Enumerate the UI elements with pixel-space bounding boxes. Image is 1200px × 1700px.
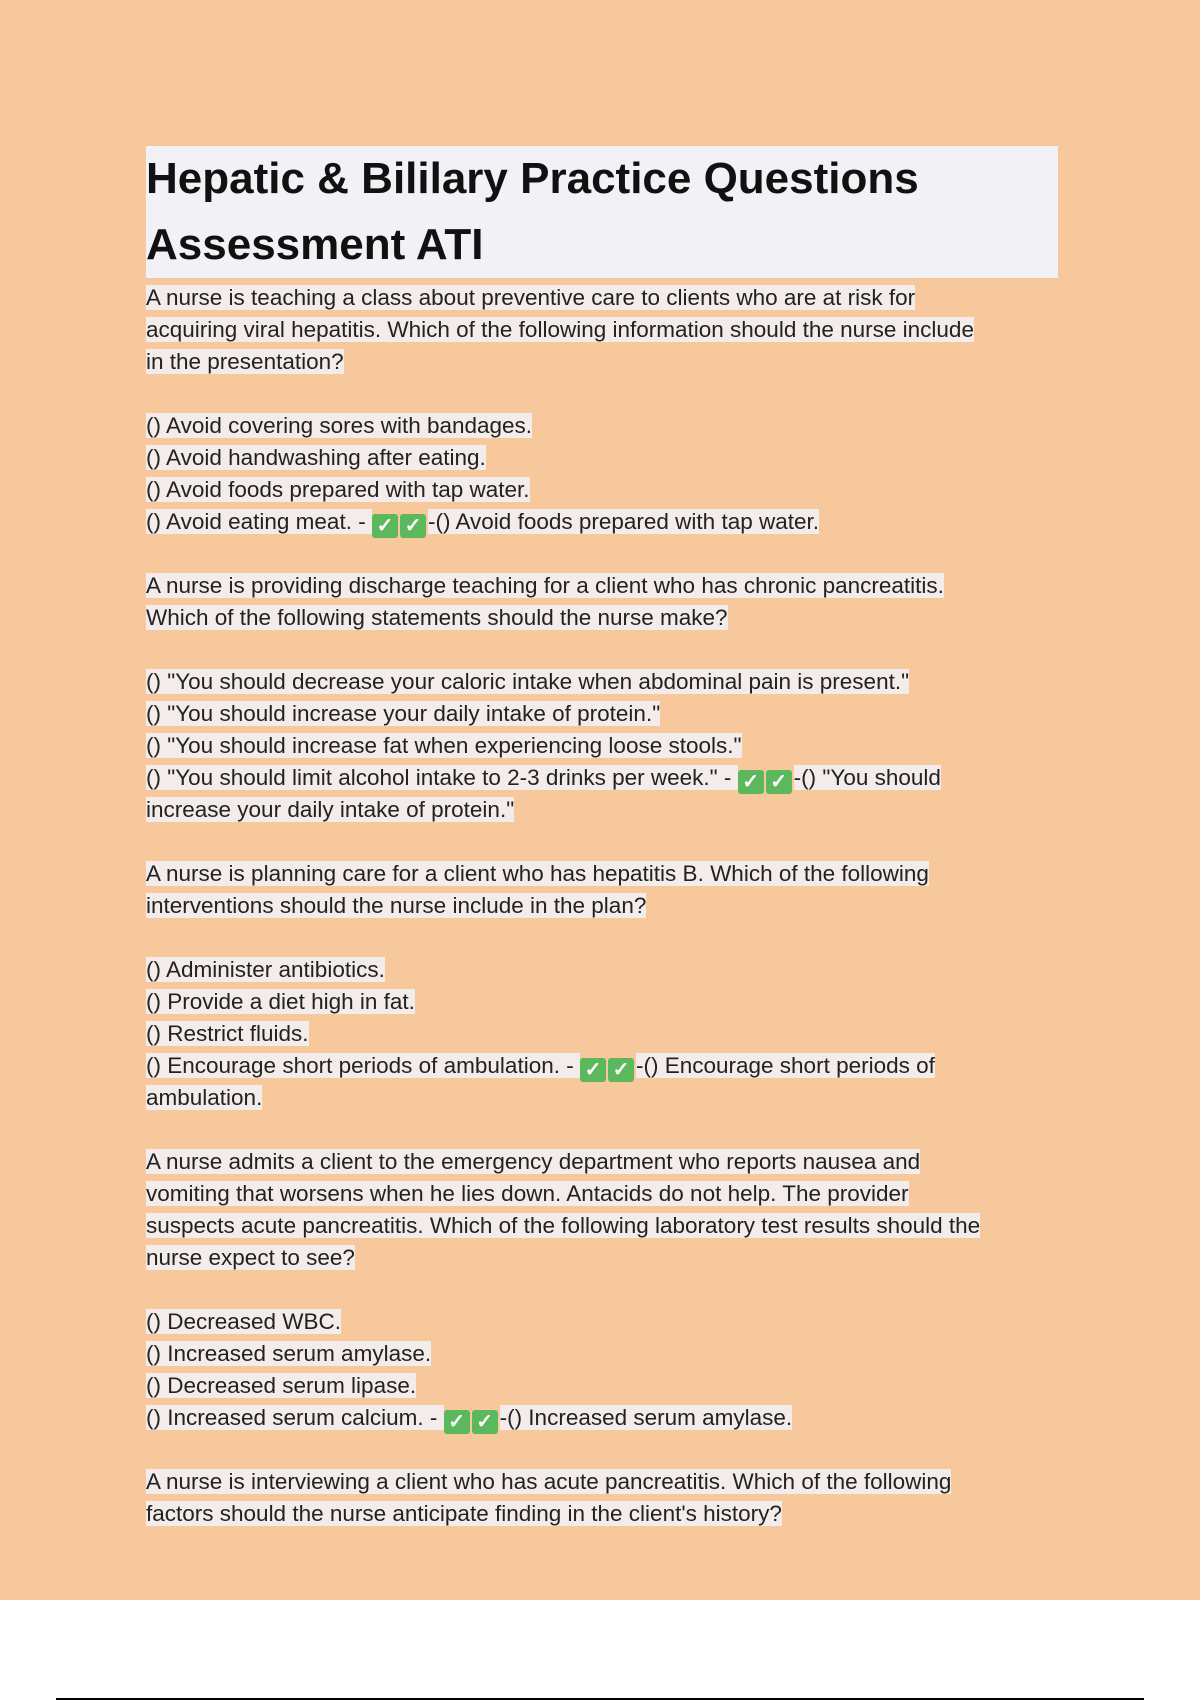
question-text-line: vomiting that worsens when he lies down. Antacids do not help. The provider (146, 1181, 909, 1206)
question-text-line: A nurse is teaching a class about preventive care to clients who are at risk for (146, 285, 916, 310)
answer-line (146, 1050, 1058, 1082)
answer-line (146, 506, 1058, 538)
answer-prefix: () Avoid eating meat. - (146, 509, 372, 534)
check-mark-icon: ✓ (580, 1058, 606, 1082)
check-mark-icon: ✓ (444, 1410, 470, 1434)
question-4-options (146, 1306, 1058, 1434)
question-text-line: factors should the nurse anticipate finding in the client's history? (146, 1501, 782, 1526)
question-text-line: A nurse admits a client to the emergency department who reports nausea and (146, 1149, 921, 1174)
document-title (146, 146, 1058, 278)
option-text: () Avoid handwashing after eating. (146, 445, 486, 470)
check-mark-icon: ✓ (372, 514, 398, 538)
document-content (146, 146, 1058, 1562)
question-2-stem (146, 570, 1058, 634)
question-2-options (146, 666, 1058, 826)
question-text-line: interventions should the nurse include in the plan? (146, 893, 647, 918)
check-mark-icon: ✓ (608, 1058, 634, 1082)
option-text: () "You should increase your daily intake of protein." (146, 701, 661, 726)
option-text: () Decreased serum lipase. (146, 1373, 417, 1398)
question-3-options (146, 954, 1058, 1114)
answer-continuation: increase your daily intake of protein." (146, 797, 515, 822)
question-1-options (146, 410, 1058, 538)
question-text-line: acquiring viral hepatitis. Which of the following information should the nurse include (146, 317, 974, 342)
option-text: () Increased serum amylase. (146, 1341, 432, 1366)
question-text-line: A nurse is interviewing a client who has acute pancreatitis. Which of the following (146, 1469, 952, 1494)
question-text-line: suspects acute pancreatitis. Which of the following laboratory test results should the (146, 1213, 981, 1238)
answer-text: -() Avoid foods prepared with tap water. (427, 509, 820, 534)
check-mark-icon: ✓ (400, 514, 426, 538)
answer-text: -() Increased serum amylase. (499, 1405, 793, 1430)
question-4-stem (146, 1146, 1058, 1274)
answer-text: -() Encourage short periods of (635, 1053, 935, 1078)
option-text: () "You should increase fat when experiencing loose stools." (146, 733, 742, 758)
question-text-line: A nurse is planning care for a client who has hepatitis B. Which of the following (146, 861, 929, 886)
title-line-1: Hepatic & Bililary Practice Questions (146, 154, 919, 203)
answer-continuation: ambulation. (146, 1085, 263, 1110)
question-text-line: Which of the following statements should the nurse make? (146, 605, 728, 630)
option-text: () Decreased WBC. (146, 1309, 342, 1334)
check-mark-icon: ✓ (766, 770, 792, 794)
check-mark-icon: ✓ (738, 770, 764, 794)
option-text: () Restrict fluids. (146, 1021, 309, 1046)
answer-prefix: () Increased serum calcium. - (146, 1405, 444, 1430)
title-line-2: Assessment ATI (146, 220, 484, 269)
answer-line (146, 1402, 1058, 1434)
answer-prefix: () Encourage short periods of ambulation. - (146, 1053, 580, 1078)
option-text: () Avoid covering sores with bandages. (146, 413, 533, 438)
option-text: () "You should decrease your caloric intake when abdominal pain is present." (146, 669, 910, 694)
check-mark-icon: ✓ (472, 1410, 498, 1434)
question-1-stem (146, 282, 1058, 378)
option-text: () Administer antibiotics. (146, 957, 385, 982)
option-text: () Provide a diet high in fat. (146, 989, 415, 1014)
question-text-line: nurse expect to see? (146, 1245, 355, 1270)
question-text-line: in the presentation? (146, 349, 344, 374)
answer-prefix: () "You should limit alcohol intake to 2-3 drinks per week." - (146, 765, 738, 790)
answer-line (146, 762, 1058, 794)
answer-text: -() "You should (793, 765, 941, 790)
question-text-line: A nurse is providing discharge teaching for a client who has chronic pancreatitis. (146, 573, 944, 598)
question-5-stem (146, 1466, 1058, 1530)
option-text: () Avoid foods prepared with tap water. (146, 477, 530, 502)
question-3-stem (146, 858, 1058, 922)
